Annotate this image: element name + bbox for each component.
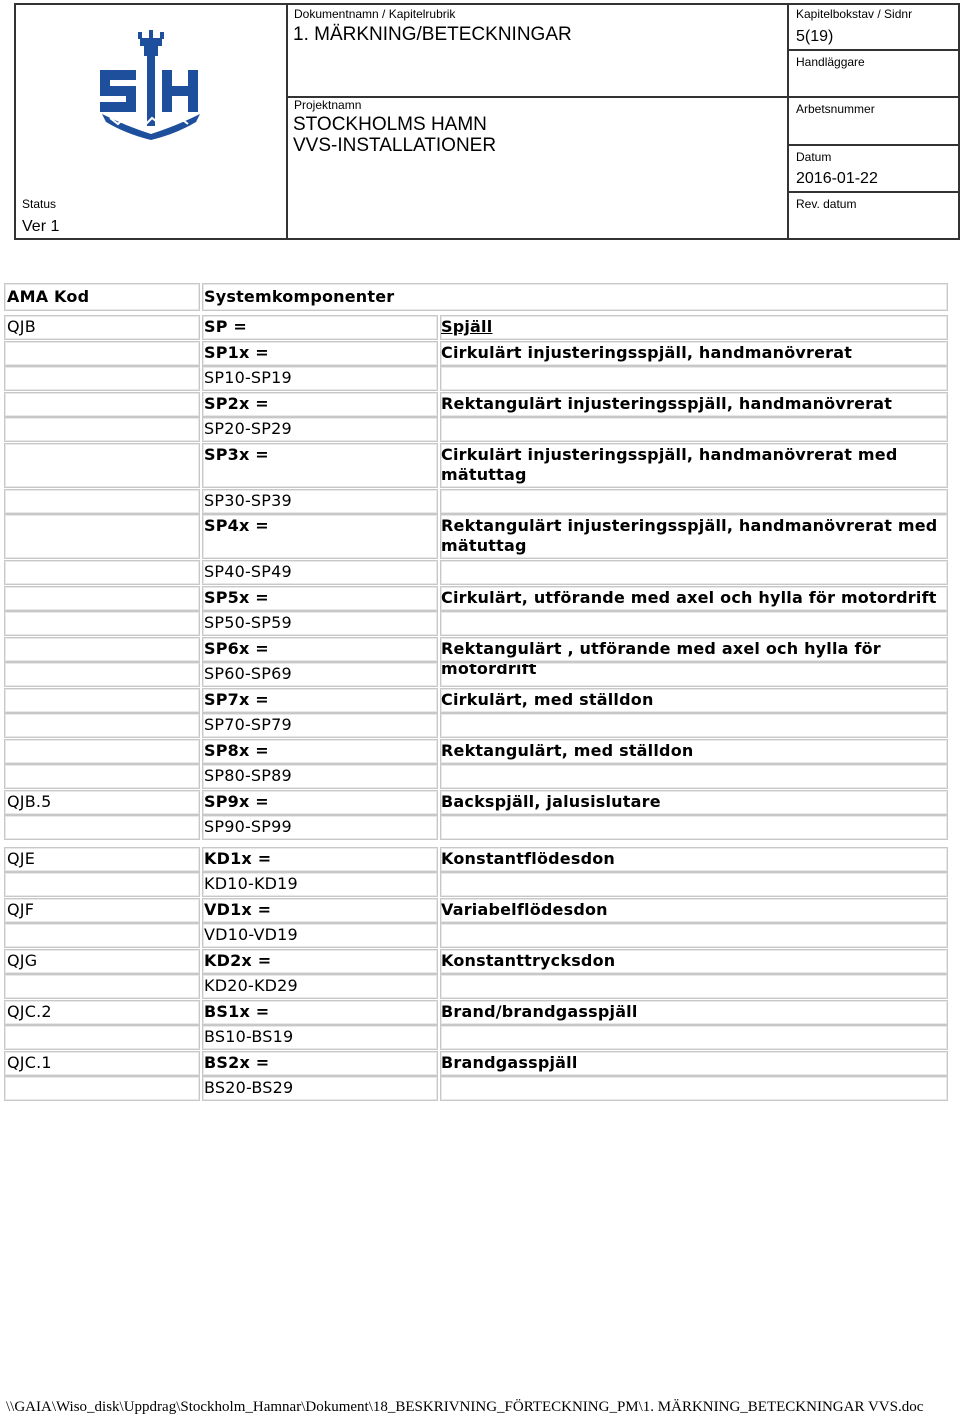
table-cell [4,489,200,514]
table-row [4,514,948,559]
table-cell [440,923,948,948]
table-cell [440,764,948,789]
table-cell [440,974,948,999]
table-row [4,923,948,948]
table-row [4,1076,948,1101]
date-label: Datum [796,150,832,164]
table-cell [4,341,200,366]
table-row [4,341,948,366]
component-code: BS1x = [204,1001,270,1021]
ama-code: QJG [7,950,38,970]
table-cell [4,815,200,840]
component-code: SP50-SP59 [204,613,292,632]
table-row [4,898,948,923]
table-row [4,872,948,897]
table-row [4,489,948,514]
table-row [4,739,948,764]
component-code: SP8x = [204,740,269,760]
file-path-footer: \\GAIA\Wiso_disk\Uppdrag\Stockholm_Hamnar\Dokument\18_BESKRIVNING_FÖRTECKNING_PM\1. MÄRKNING_BETECKNINGAR VVS.doc [6,1399,924,1415]
component-code: SP90-SP99 [204,817,292,836]
table-cell [440,815,948,840]
ama-code: QJB [7,317,36,336]
component-code: SP20-SP29 [204,419,292,438]
table-row [4,417,948,442]
table-cell [4,872,200,897]
component-code: SP6x = [204,638,269,658]
doc-name-label: Dokumentnamn / Kapitelrubrik [294,7,456,21]
component-code: BS10-BS19 [204,1027,294,1046]
table-row [4,815,948,840]
divider [787,49,960,51]
table-row [4,586,948,611]
table-cell [440,417,948,442]
table-cell [440,872,948,897]
chapter-label: Kapitelbokstav / Sidnr [796,7,913,21]
table-cell [4,637,200,662]
ama-code: QJF [7,899,35,919]
ama-code: QJC.1 [7,1052,52,1072]
divider [286,96,960,98]
table-body [4,315,948,1101]
project-name-line2: VVS-INSTALLATIONER [293,135,497,156]
rev-date-label: Rev. datum [796,197,857,211]
table-cell [4,443,200,488]
component-description: Cirkulärt, med ställdon [441,689,654,709]
table-row [4,1025,948,1050]
table-cell [4,662,200,687]
table-cell [4,586,200,611]
component-description: Cirkulärt injusteringsspjäll, handmanövrerat med mätuttag [441,444,898,484]
date-value: 2016-01-22 [796,170,878,187]
component-description: Rektangulärt, med ställdon [441,740,694,760]
table-cell [4,688,200,713]
table-header [4,283,948,311]
handler-label: Handläggare [796,55,865,69]
component-description: Rektangulärt injusteringsspjäll, handmanövrerat [441,393,893,413]
component-code: SP1x = [204,342,269,362]
table-cell [4,713,200,738]
table-cell [4,366,200,391]
component-code: SP3x = [204,444,269,464]
header-ama-kod: AMA Kod [7,287,90,306]
component-description: Cirkulärt, utförande med axel och hylla för motordrift [441,587,937,607]
ama-code: QJC.2 [7,1001,52,1021]
component-code: SP = [204,317,248,336]
table-cell [440,1076,948,1101]
job-number-label: Arbetsnummer [796,102,875,116]
component-code: SP80-SP89 [204,766,292,785]
table-cell [440,1025,948,1050]
table-cell [4,611,200,636]
table-cell [4,923,200,948]
table-row [4,1000,948,1025]
project-name-line1: STOCKHOLMS HAMN [293,114,487,135]
header-systemkomponenter: Systemkomponenter [204,287,395,306]
component-code: KD20-KD29 [204,976,298,995]
ama-code: QJB.5 [7,791,52,811]
component-description: Konstanttrycksdon [441,950,616,970]
table-row [4,847,948,872]
divider [286,3,288,240]
component-code: VD10-VD19 [204,925,298,944]
divider [787,3,789,240]
project-label: Projektnamn [294,98,362,112]
component-description: Backspjäll, jalusislutare [441,791,661,811]
component-code: SP70-SP79 [204,715,292,734]
table-row [4,611,948,636]
table-row [4,764,948,789]
table-cell [440,662,948,687]
component-description: Spjäll [441,317,493,336]
component-description: Brand/brandgasspjäll [441,1001,638,1021]
table-cell [440,713,948,738]
table-row [4,315,948,340]
table-cell [440,611,948,636]
status-value: Ver 1 [22,218,60,235]
table-cell [440,366,948,391]
ama-code: QJE [7,848,36,868]
table-cell [440,560,948,585]
doc-title: 1. MÄRKNING/BETECKNINGAR [293,24,572,45]
component-description: Brandgasspjäll [441,1052,578,1072]
component-code: SP10-SP19 [204,368,292,387]
table-row [4,1051,948,1076]
table-cell [4,764,200,789]
component-code: KD2x = [204,950,272,970]
table-row [4,974,948,999]
component-code: KD10-KD19 [204,874,298,893]
table-row [4,713,948,738]
table-row [4,790,948,815]
table-cell [4,974,200,999]
component-code: SP5x = [204,587,269,607]
component-description: Variabelflödesdon [441,899,608,919]
component-description: Rektangulärt , utförande med axel och hylla för motordrift [441,638,881,678]
component-code: SP7x = [204,689,269,709]
component-code: SP2x = [204,393,269,413]
table-cell [4,739,200,764]
table-cell [4,1076,200,1101]
table-row [4,560,948,585]
table-row [4,443,948,488]
component-code: SP60-SP69 [204,664,292,683]
table-cell [4,417,200,442]
component-code: SP40-SP49 [204,562,292,581]
chapter-value: 5(19) [796,28,834,45]
component-code: BS20-BS29 [204,1078,294,1097]
table-row [4,949,948,974]
table-cell [4,1025,200,1050]
table-cell [4,392,200,417]
component-code: SP9x = [204,791,269,811]
component-table [4,283,948,1102]
table-row [4,688,948,713]
table-cell [4,514,200,559]
component-code: SP4x = [204,516,269,535]
table-cell [4,560,200,585]
table-cell [440,489,948,514]
divider [787,191,960,193]
component-code: KD1x = [204,848,272,868]
component-code: SP30-SP39 [204,490,292,510]
component-description: Konstantflödesdon [441,848,616,868]
component-code: BS2x = [204,1052,270,1072]
component-code: VD1x = [204,899,272,919]
status-label: Status [22,197,57,211]
divider [787,144,960,146]
component-description: Rektangulärt injusteringsspjäll, handmanövrerat med mätuttag [441,516,938,555]
table-row [4,366,948,391]
stockholms-hamn-logo [96,30,206,140]
table-row [4,662,948,687]
component-description: Cirkulärt injusteringsspjäll, handmanövrerat [441,342,853,362]
table-row [4,392,948,417]
